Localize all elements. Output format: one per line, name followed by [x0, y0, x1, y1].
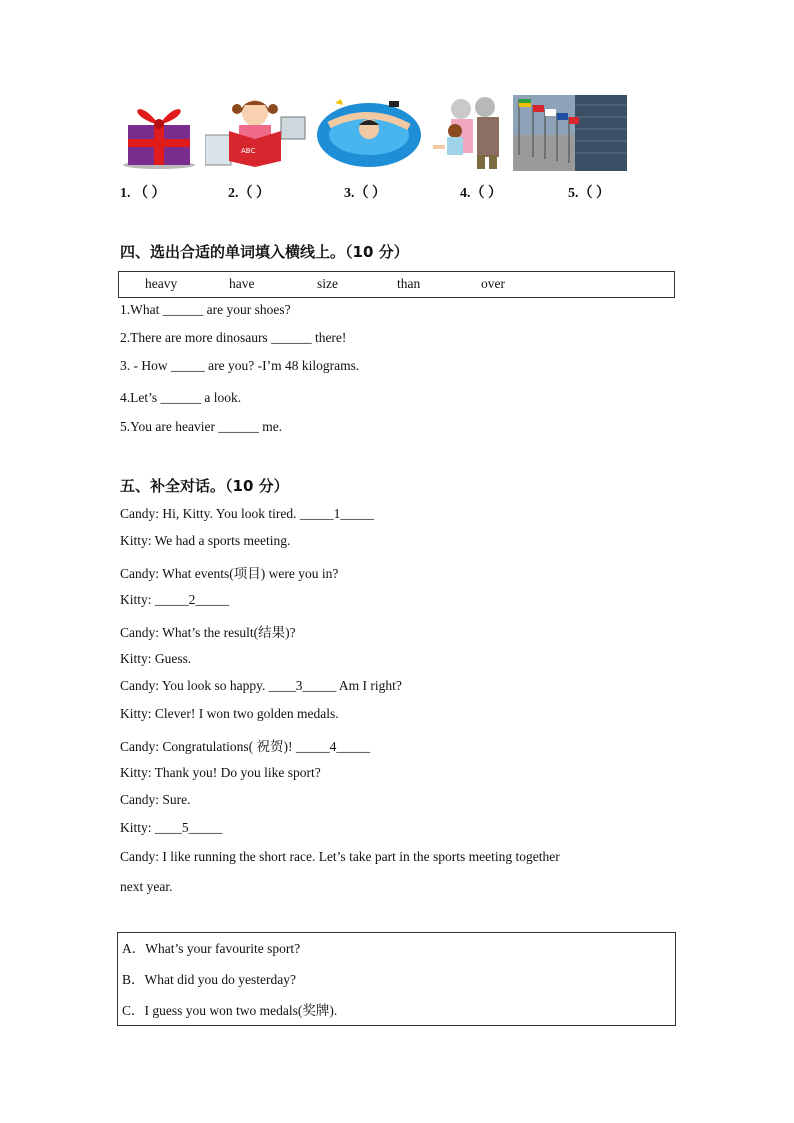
section5-heading: 五、补全对话。（10 分）: [120, 477, 289, 495]
dialogue-line: Kitty: We had a sports meeting.: [120, 533, 291, 548]
picture-number-2: 2.（ ）: [228, 186, 270, 201]
dialogue-line: Candy: Hi, Kitty. You look tired. _____1_____: [120, 506, 375, 521]
gift-box-icon: [118, 95, 200, 171]
dialogue-line: Kitty: Clever! I won two golden medals.: [120, 706, 339, 721]
picture-number-5: 5.（ ）: [568, 186, 610, 201]
section4-question-2: 2.There are more dinosaurs ______ there!: [120, 330, 347, 345]
dialogue-line: Kitty: Thank you! Do you like sport?: [120, 765, 321, 780]
section4-question-3: 3. - How _____ are you? -I’m 48 kilograms.: [120, 358, 360, 373]
dialogue-line: Candy: I like running the short race. Let’s take part in the sports meeting together: [120, 849, 560, 864]
dialogue-line: Kitty: ____5_____: [120, 820, 223, 835]
option-c: C．I guess you won two medals(奖牌).: [122, 1003, 338, 1018]
section4-question-4: 4.Let’s ______ a look.: [120, 390, 242, 405]
dialogue-line: Candy: Sure.: [120, 792, 191, 807]
option-b: B．What did you do yesterday?: [122, 972, 296, 987]
word-bank-item: than: [397, 276, 421, 291]
word-bank-item: have: [229, 276, 255, 291]
word-bank-box: [118, 271, 675, 298]
dialogue-line: Candy: What events(项目) were you in?: [120, 566, 339, 581]
picture-number-4: 4.（ ）: [460, 186, 502, 201]
dialogue-line: Kitty: Guess.: [120, 651, 192, 666]
girl-reading-icon: [205, 95, 307, 171]
dialogue-line: Kitty: _____2_____: [120, 592, 230, 607]
svg-text:ABC: ABC: [241, 147, 256, 155]
dialogue-line: Candy: Congratulations( 祝贺)! _____4_____: [120, 739, 371, 754]
option-a: A．What’s your favourite sport?: [122, 941, 301, 956]
dialogue-line: next year.: [120, 879, 173, 894]
flags-building-icon: [513, 95, 627, 171]
picture-number-1: 1. （ ）: [120, 186, 166, 201]
word-bank-item: size: [317, 276, 338, 291]
family-icon: [433, 95, 513, 171]
section4-heading: 四、选出合适的单词填入横线上。（10 分）: [120, 243, 409, 261]
dialogue-line: Candy: What’s the result(结果)?: [120, 625, 296, 640]
section4-question-5: 5.You are heavier ______ me.: [120, 419, 283, 434]
dialogue-line: Candy: You look so happy. ____3_____ Am I right?: [120, 678, 402, 693]
picture-number-3: 3.（ ）: [344, 186, 386, 201]
word-bank-item: heavy: [145, 276, 178, 291]
word-bank-item: over: [481, 276, 505, 291]
section4-question-1: 1.What ______ are your shoes?: [120, 302, 291, 317]
swimmer-icon: [315, 95, 423, 171]
options-box: [117, 932, 676, 1026]
